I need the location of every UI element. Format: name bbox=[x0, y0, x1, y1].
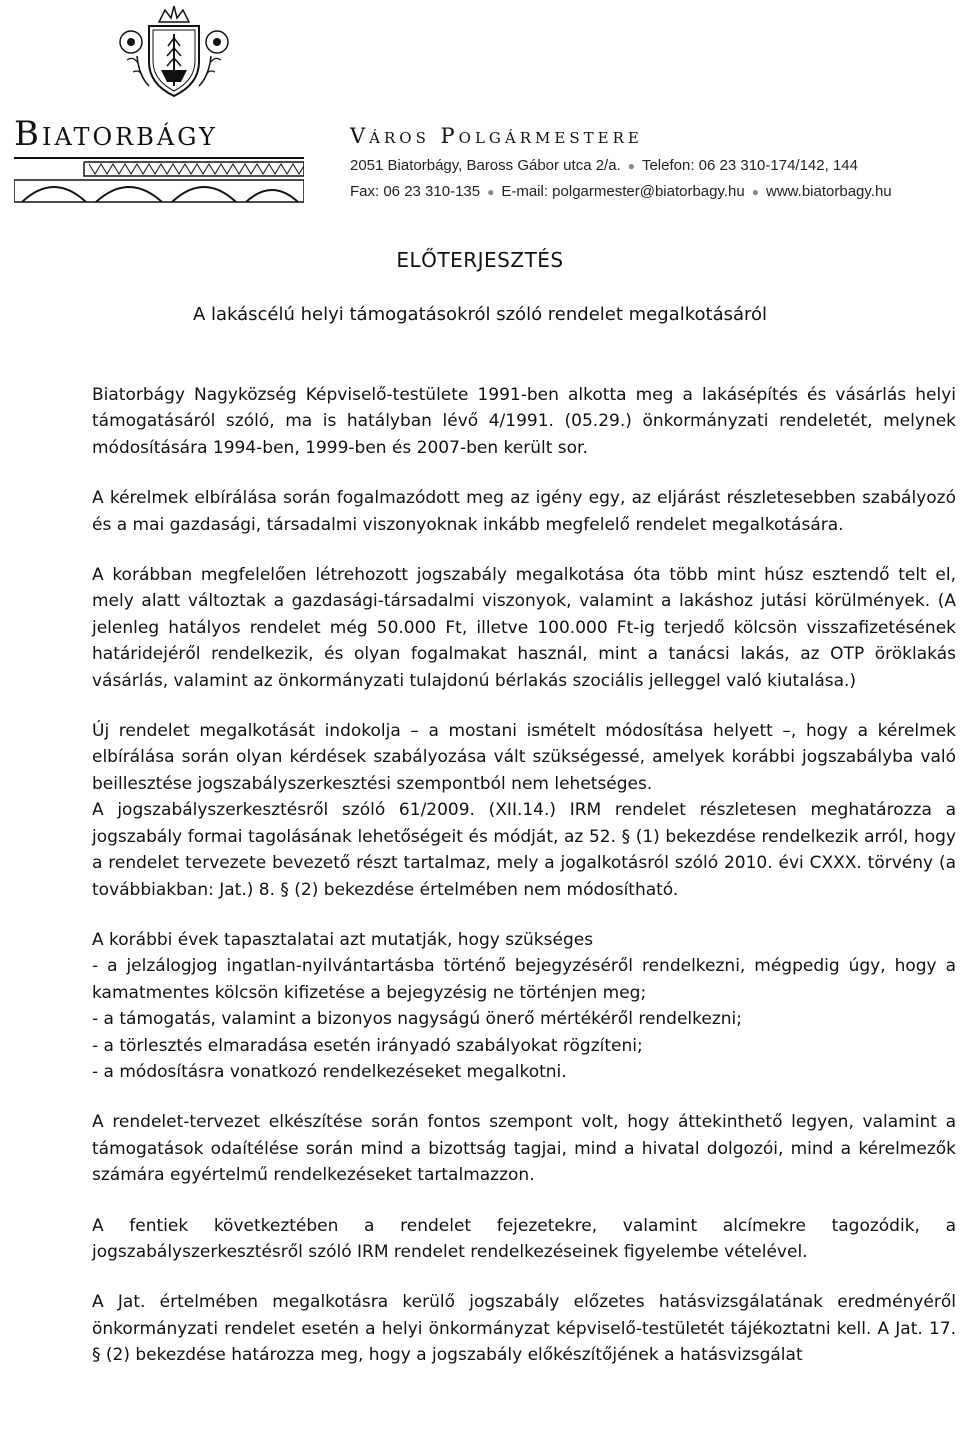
document-title: ELŐTERJESZTÉS bbox=[396, 248, 564, 272]
list-item: - a támogatás, valamint a bizonyos nagyságú önerő mértékéről rendelkezni; bbox=[92, 1009, 742, 1030]
list-item: - a jelzálogjog ingatlan-nyilvántartásba történő bejegyzéséről rendelkezni, mégpedig úgy, hogy a kamatmentes kölcsön kifizetése a bejegyzésig ne történjen meg; bbox=[92, 956, 956, 1003]
paragraph: A korábban megfelelően létrehozott jogszabály megalkotása óta több mint húsz esztendő telt el, mely alatt változtak a gazdasági-társadalmi viszonyok, valamint a lakáshoz jutási körülmények. (A jelenleg hatályos rendelet még 50.000 Ft, illetve 100.000 Ft-ig terjedő kölcsön visszafizetésének határidejéről rendelkezik, és olyan fogalmakat használ, mint a tanácsi lakás, az OTP öröklakás vásárlás, valamint az önkormányzati tulajdonú bérlakás szociális jelleggel való kiutalása.) bbox=[92, 565, 956, 691]
paragraph: A rendelet-tervezet elkészítése során fontos szempont volt, hogy áttekinthető legyen, valamint a támogatások odaítélése során mind a bizottság tagjai, mind a hivatal dolgozói, mind a kérelmezők számára egyértelmű rendelkezéseket tartalmazzon. bbox=[92, 1112, 956, 1186]
bullet-separator-icon: ● bbox=[487, 185, 495, 199]
phone: Telefon: 06 23 310-174/142, 144 bbox=[641, 157, 858, 174]
paragraph: Új rendelet megalkotását indokolja – a mostani ismételt módosítása helyett –, hogy a kérelmek elbírálása során olyan kérdések szabályozása vált szükségessé, amelyek korábbi jogszabályba való beillesztése jogszabályszerkesztési szempontból nem lehetséges. bbox=[92, 721, 956, 794]
bullet-separator-icon: ● bbox=[627, 159, 635, 173]
bullet-separator-icon: ● bbox=[751, 185, 759, 199]
list-item: - a törlesztés elmaradása esetén irányadó szabályokat rögzíteni; bbox=[92, 1035, 643, 1056]
office-title: Város Polgármestere bbox=[350, 124, 643, 148]
contact-line bbox=[350, 179, 892, 205]
paragraph: A kérelmek elbírálása során fogalmazódott meg az igény egy, az eljárást részletesebben szabályozó és a mai gazdasági, társadalmi viszonyoknak inkább megfelelő rendelet megalkotására. bbox=[92, 488, 956, 535]
logo-wordmark: Biatorbágy bbox=[14, 114, 218, 154]
document-body bbox=[92, 382, 956, 1393]
address: 2051 Biatorbágy, Baross Gábor utca 2/a. bbox=[350, 157, 621, 174]
document-subtitle: A lakáscélú helyi támogatásokról szóló rendelet megalkotásáról bbox=[192, 304, 768, 325]
letterhead bbox=[0, 0, 960, 205]
fax: Fax: 06 23 310-135 bbox=[350, 183, 481, 200]
paragraph: A fentiek következtében a rendelet fejezetekre, valamint alcímekre tagozódik, a jogszabályszerkesztésről szóló IRM rendelet rendelkezéseinek figyelembe vételével. bbox=[92, 1215, 956, 1262]
viaduct-icon bbox=[14, 154, 304, 204]
coat-of-arms-icon bbox=[109, 4, 239, 109]
requirements-list bbox=[92, 927, 956, 1085]
email-link[interactable]: E-mail: polgarmester@biatorbagy.hu bbox=[501, 183, 745, 200]
office-block bbox=[350, 124, 892, 205]
paragraph: A Jat. értelmében megalkotásra kerülő jogszabály előzetes hatásvizsgálatának eredményéről önkormányzati rendelet esetén a helyi önkormányzat képviselő-testületét tájékoztatni kell. A Jat. 17. § (2) bekezdése határozza meg, hogy a jogszabály előkészítőjének a hatásvizsgálat bbox=[92, 1292, 956, 1366]
list-item: - a módosításra vonatkozó rendelkezéseket megalkotni. bbox=[92, 1061, 567, 1082]
website-link[interactable]: www.biatorbagy.hu bbox=[766, 183, 892, 200]
list-intro: A korábbi évek tapasztalatai azt mutatják, hogy szükséges bbox=[92, 929, 594, 950]
paragraph: A jogszabályszerkesztésről szóló 61/2009. (XII.14.) IRM rendelet részletesen meghatározza a jogszabály formai tagolásának lehetőségeit és módját, az 52. § (1) bekezdése rendelkezik arról, hogy a rendelet tervezete bevezető részt tartalmaz, mely a jogalkotásról szóló 2010. évi CXXX. törvény (a továbbiakban: Jat.) 8. § (2) bekezdése értelmében nem módosítható. bbox=[92, 800, 956, 900]
paragraph: Biatorbágy Nagyközség Képviselő-testülete 1991-ben alkotta meg a lakásépítés és vásárlás helyi támogatásáról szóló, ma is hatályban lévő 4/1991. (05.29.) önkormányzati rendeletét, melynek módosítására 1994-ben, 1999-ben és 2007-ben került sor. bbox=[92, 385, 956, 458]
address-line bbox=[350, 153, 892, 179]
municipal-logo bbox=[14, 4, 304, 204]
